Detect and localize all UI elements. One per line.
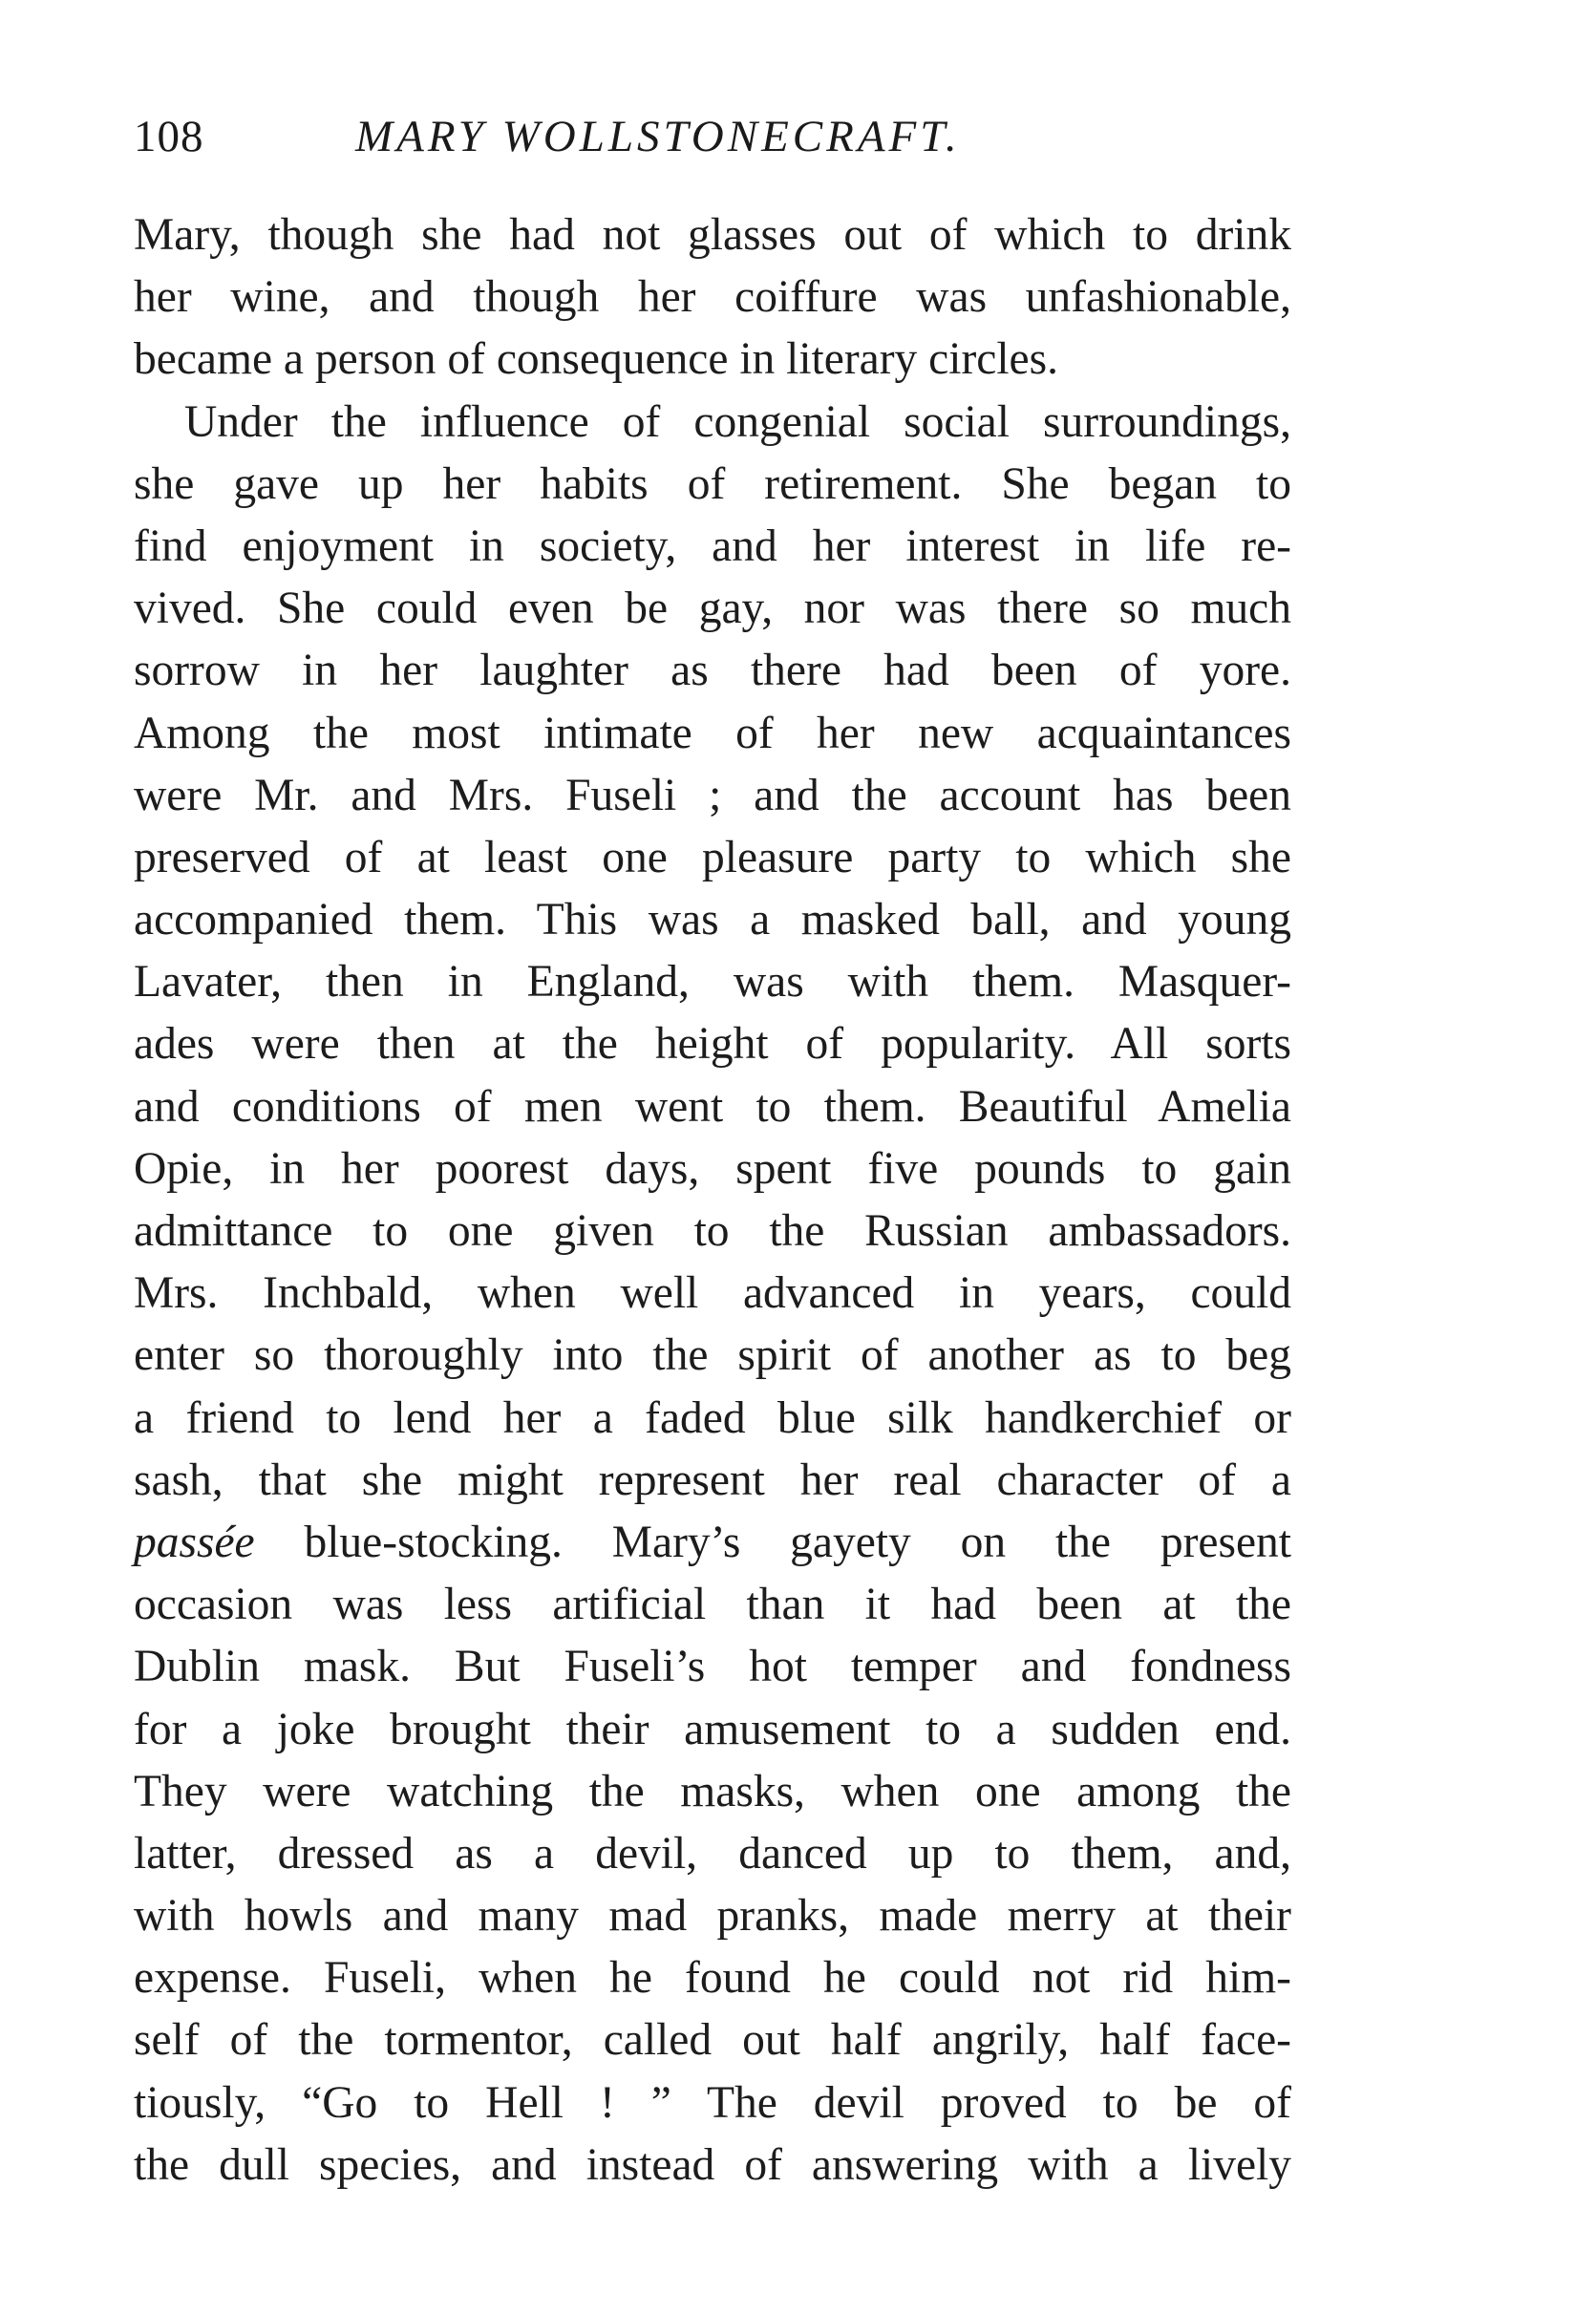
text-line: her wine, and though her coiffure was unfashionable, <box>134 272 1291 323</box>
text-line: expense. Fuseli, when he found he could not rid him- <box>134 1953 1291 2004</box>
text-line: and conditions of men went to them. Beautiful Amelia <box>134 1081 1291 1132</box>
text-line: vived. She could even be gay, nor was there so much <box>134 584 1291 634</box>
text-line: became a person of consequence in literary circles. <box>134 334 1058 385</box>
text-line: tiously, “Go to Hell ! ” The devil proved to be of <box>134 2077 1291 2128</box>
text-line: Among the most intimate of her new acquaintances <box>134 708 1291 758</box>
text-line: Lavater, then in England, was with them. Masquer- <box>134 957 1291 1008</box>
text-line: preserved of at least one pleasure party to which she <box>134 832 1291 882</box>
text-line: Under the influence of congenial social surroundings, <box>184 396 1291 447</box>
text-line: They were watching the masks, when one among the <box>134 1766 1291 1816</box>
text-line: with howls and many mad pranks, made merry at their <box>134 1891 1291 1942</box>
text-line: find enjoyment in society, and her interest in life re- <box>134 520 1291 571</box>
text-line: latter, dressed as a devil, danced up to them, and, <box>134 1828 1291 1879</box>
text-line: a friend to lend her a faded blue silk handkerchief or <box>134 1392 1291 1443</box>
text-fragment: blue-stocking. Mary’s gayety on the present <box>254 1517 1291 1567</box>
body-text <box>134 204 1291 2197</box>
text-line: self of the tormentor, called out half angrily, half face- <box>134 2015 1291 2066</box>
text-line: accompanied them. This was a masked ball, and young <box>134 895 1291 945</box>
text-line: sash, that she might represent her real character of a <box>134 1455 1291 1505</box>
text-line: were Mr. and Mrs. Fuseli ; and the account has been <box>134 770 1291 820</box>
text-line: Mary, though she had not glasses out of which to drink <box>134 210 1291 260</box>
text-line: ades were then at the height of popularity. All sorts <box>134 1019 1291 1070</box>
text-line: enter so thoroughly into the spirit of another as to beg <box>134 1330 1291 1381</box>
page-number: 108 <box>134 112 204 161</box>
text-line: Opie, in her poorest days, spent five pounds to gain <box>134 1143 1291 1194</box>
text-line: sorrow in her laughter as there had been of yore. <box>134 646 1291 696</box>
page-header <box>134 103 1309 170</box>
text-line: Dublin mask. But Fuseli’s hot temper and fondness <box>134 1642 1291 1692</box>
running-title: MARY WOLLSTONECRAFT. <box>355 112 961 161</box>
italic-word: passée <box>134 1517 255 1567</box>
text-line: Mrs. Inchbald, when well advanced in years, could <box>134 1268 1291 1319</box>
text-line: she gave up her habits of retirement. She began to <box>134 458 1291 509</box>
text-line: occasion was less artificial than it had been at the <box>134 1580 1291 1630</box>
text-line-with-italic <box>134 1512 1291 1574</box>
text-line: admittance to one given to the Russian ambassadors. <box>134 1206 1291 1256</box>
text-line: for a joke brought their amusement to a sudden end. <box>134 1704 1291 1754</box>
text-line: the dull species, and instead of answering with a lively <box>134 2139 1291 2190</box>
